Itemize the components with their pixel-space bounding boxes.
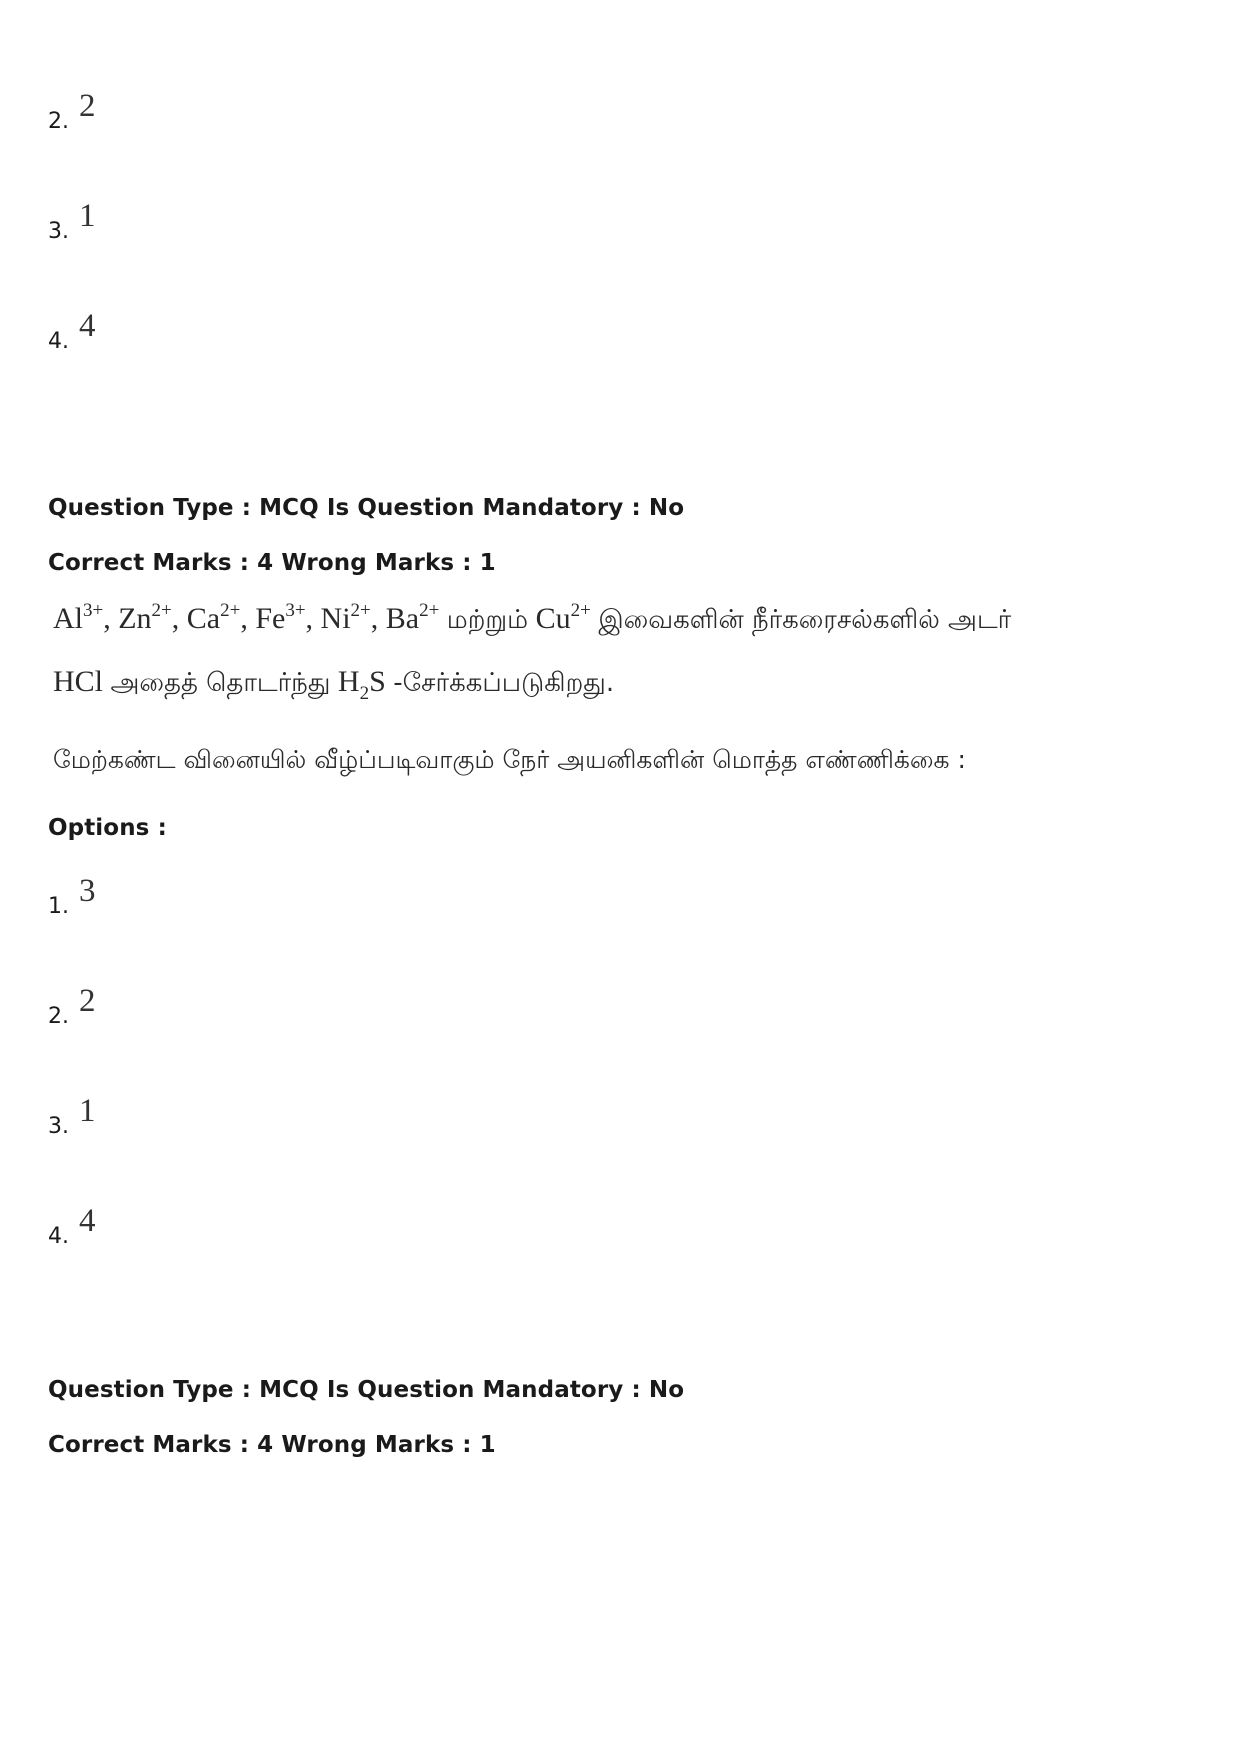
- h2s-formula: $H_2S$: [337, 665, 386, 704]
- ion-cu: $Cu^{2+}$: [535, 600, 591, 635]
- option-3: [48, 1093, 96, 1142]
- marks-line: Correct Marks : 4 Wrong Marks : 1: [48, 550, 496, 576]
- line1-tail: இவைகளின் நீர்கரைசல்களில் அடர்: [598, 605, 1012, 635]
- ion-zn: $Zn^{2+}$,: [118, 600, 187, 635]
- option-number: 3.: [48, 1114, 69, 1139]
- line2-mid: அதைத் தொடர்ந்து: [110, 668, 331, 698]
- ion-al: $Al^{3+}$,: [53, 600, 119, 635]
- prev-option-2: [48, 88, 96, 137]
- option-value: 3: [79, 873, 96, 909]
- and-word: மற்றும்: [446, 605, 529, 635]
- option-number: 4.: [48, 1224, 69, 1249]
- option-value: 1: [79, 198, 96, 234]
- question-text-line-1: [53, 602, 1011, 638]
- question-text-line-3: மேற்கண்ட வினையில் வீழ்ப்படிவாகும் நேர் அயனிகளின் மொத்த எண்ணிக்கை :: [53, 745, 966, 774]
- hcl-formula: HCl: [53, 665, 104, 698]
- line2-tail: -சேர்க்கப்படுகிறது.: [393, 668, 615, 698]
- option-value: 2: [79, 88, 96, 124]
- prev-option-3: [48, 198, 96, 247]
- option-value: 4: [79, 1203, 96, 1239]
- option-1: [48, 873, 96, 922]
- ion-fe: $Fe^{3+}$,: [255, 600, 321, 635]
- option-4: [48, 1203, 96, 1252]
- prev-option-4: [48, 308, 96, 357]
- question-text-line-2: [53, 665, 615, 704]
- question-type-line: Question Type : MCQ Is Question Mandatory : No: [48, 495, 685, 521]
- next-question-type-line: Question Type : MCQ Is Question Mandatory : No: [48, 1377, 685, 1403]
- ion-ni: $Ni^{2+}$,: [320, 600, 386, 635]
- option-value: 1: [79, 1093, 96, 1129]
- option-number: 3.: [48, 219, 69, 244]
- option-number: 1.: [48, 894, 69, 919]
- option-number: 4.: [48, 329, 69, 354]
- option-value: 2: [79, 983, 96, 1019]
- option-2: [48, 983, 96, 1032]
- ion-ca: $Ca^{2+}$,: [186, 600, 256, 635]
- option-number: 2.: [48, 1004, 69, 1029]
- option-value: 4: [79, 308, 96, 344]
- option-number: 2.: [48, 109, 69, 134]
- ion-ba: $Ba^{2+}$: [385, 600, 440, 635]
- options-label: Options :: [48, 815, 167, 841]
- next-marks-line: Correct Marks : 4 Wrong Marks : 1: [48, 1432, 496, 1458]
